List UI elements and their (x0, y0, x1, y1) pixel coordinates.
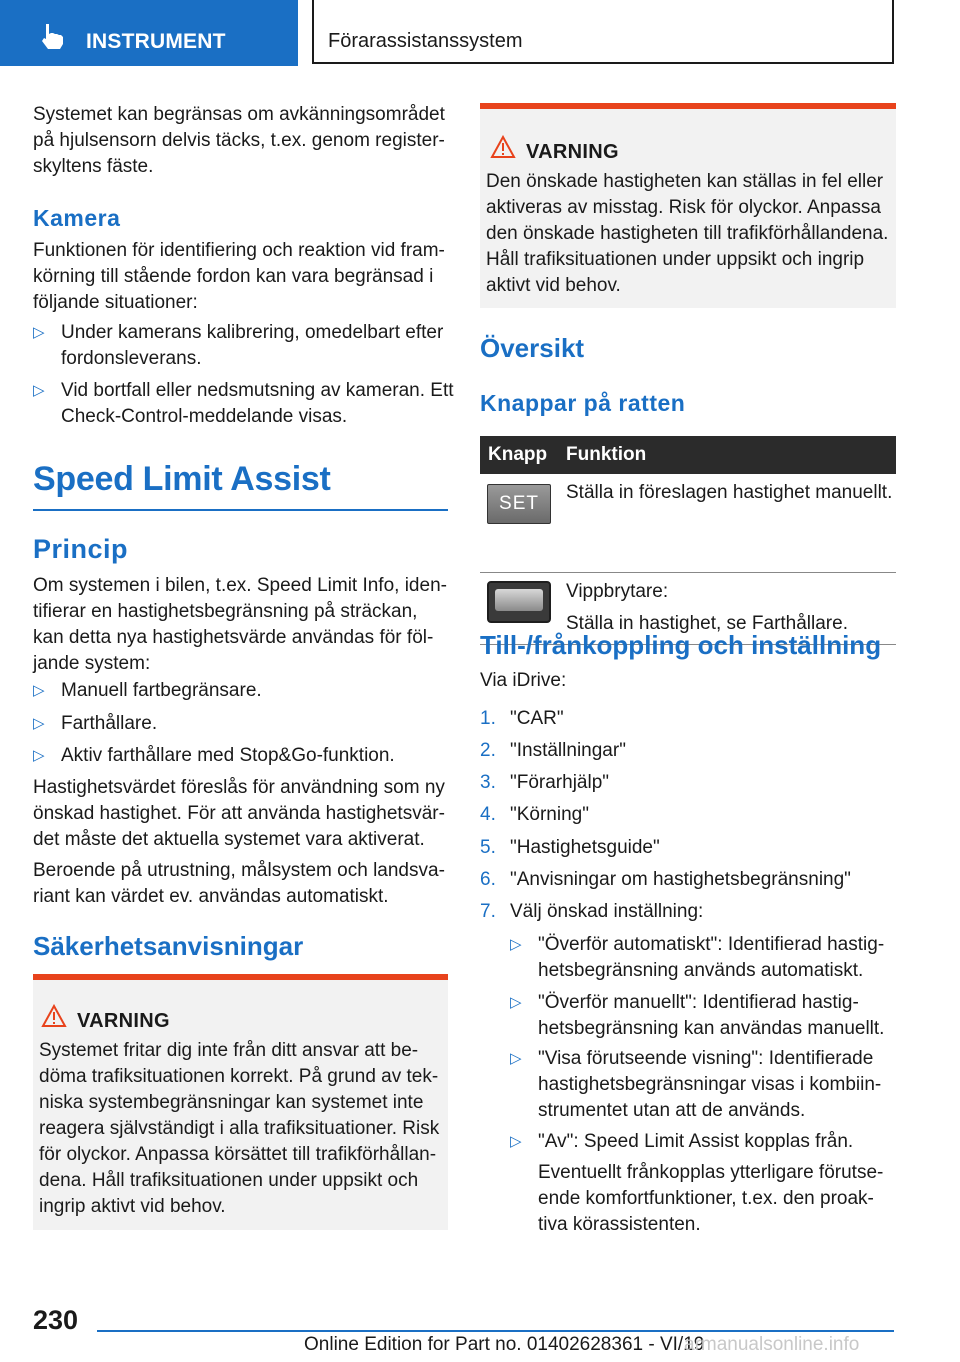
bullet-triangle-icon: ▷ (510, 994, 522, 1011)
rocker-label: Vippbrytare: (566, 581, 669, 602)
buttons-table (480, 436, 896, 645)
oversikt-heading: Översikt (480, 333, 585, 363)
footer-rule (97, 1330, 894, 1332)
list-item: 6. "Anvisningar om hastighetsbegränsning" (480, 869, 851, 890)
warning-text: Den önskade hastigheten kan ställas in fel eller aktiveras av misstag. Risk för olyckor. Anpassa den önskade hastigheten till trafikförhållandena. Håll trafiksituationen under uppsikt och ingrip aktivt vid behov. (486, 171, 889, 296)
kamera-paragraph: Funktionen för identifiering och reaktion vid framkörning till stående fordon kan vara begränsad i följande situationer: (33, 240, 445, 313)
list-item: ▷ "Överför automatiskt": Identifierad hastighetsbegränsning används automatiskt. (510, 934, 885, 981)
list-item: ▷ "Överför manuellt": Identifierad hastighetsbegränsning kan användas manuellt. (510, 992, 885, 1039)
watermark: armanualsonline.info (684, 1334, 860, 1355)
bullet-triangle-icon: ▷ (33, 682, 45, 699)
list-item: 2. "Inställningar" (480, 740, 626, 761)
table-cell: Ställa in föreslagen hastighet manuellt. (566, 474, 896, 573)
intro-paragraph: Systemet kan begränsas om avkänningsområdet på hjulsensorn delvis täcks, t.ex. genom registerskyltens fäste. (33, 104, 445, 177)
list-item: ▷ "Av": Speed Limit Assist kopplas från. (510, 1129, 924, 1155)
list-item: ▷ Under kamerans kalibrering, omedelbart efter fordonsleverans. (33, 322, 444, 369)
section-tab[interactable] (0, 0, 298, 66)
warning-title: VARNING (77, 1010, 170, 1032)
footer-edition: Online Edition for Part no. 01402628361 - VI/19 (304, 1334, 705, 1355)
list-item: ▷ "Visa förutseende visning": Identifierade hastighetsbegränsningar visas i kombiinstrumentet utan att de används. (510, 1048, 882, 1121)
list-item: 5. "Hastighetsguide" (480, 837, 660, 858)
bullet-triangle-icon: ▷ (510, 1133, 522, 1150)
warning-box (33, 974, 448, 1230)
list-item: ▷ Aktiv farthållare med Stop&Go-funktion. (33, 743, 476, 769)
warning-triangle-icon (490, 135, 516, 159)
heading-underline (33, 509, 448, 511)
section-tab-label: INSTRUMENT (86, 30, 226, 53)
rocker-switch-icon (487, 581, 551, 623)
bullet-triangle-icon: ▷ (510, 936, 522, 953)
chapter-title: Förarassistanssystem (328, 30, 523, 52)
table-header-row (480, 436, 896, 474)
table-header-knapp: Knapp (480, 436, 566, 474)
bullet-triangle-icon: ▷ (33, 324, 45, 341)
hand-pointer-icon (38, 22, 66, 50)
sub-paragraph: Eventuellt frånkopplas ytterligare förutseende komfortfunktioner, t.ex. den proaktiva körassistenten. (538, 1162, 884, 1235)
list-item: 3. "Förarhjälp" (480, 772, 610, 793)
table-cell (480, 474, 566, 573)
rocker-text: Ställa in hastighet, se Farthållare. (566, 613, 848, 634)
list-item: ▷ Vid bortfall eller nedsmutsning av kameran. Ett Check-Control-meddelande visas. (33, 380, 454, 427)
via-text: Via iDrive: (480, 670, 567, 691)
till-heading: Till-/frånkoppling och inställning (480, 630, 882, 660)
warning-triangle-icon (41, 1004, 67, 1028)
bullet-triangle-icon: ▷ (33, 715, 45, 732)
list-item: ▷ Farthållare. (33, 711, 476, 737)
warning-box (480, 103, 896, 308)
kamera-heading: Kamera (33, 205, 121, 231)
main-heading: Speed Limit Assist (33, 460, 331, 498)
list-item: 1. "CAR" (480, 708, 564, 729)
princip-paragraph: Om systemen i bilen, t.ex. Speed Limit Info, identifierar en hastighetsbegränsning på sträckan, kan detta nya hastighetsvärde användas för följande system: (33, 575, 447, 674)
bullet-triangle-icon: ▷ (33, 747, 45, 764)
list-item: 4. "Körning" (480, 804, 589, 825)
paragraph: Beroende på utrustning, målsystem och landsvariant kan värdet ev. användas automatiskt. (33, 860, 445, 907)
list-item: ▷ Manuell fartbegränsare. (33, 678, 476, 704)
paragraph: Hastighetsvärdet föreslås för användning som ny önskad hastighet. För att använda hastighetsvärdet måste det aktuella systemet vara aktiverat. (33, 777, 445, 850)
warning-text: Systemet fritar dig inte från ditt ansvar att bedöma trafiksituationen korrekt. På grund av tekniska systembegränsningar kan systemet inte reagera självständigt i alla trafiksituationer. Risk för olyckor. Anpassa körsättet till trafikförhållandena. Håll trafiksituationen under uppsikt och ingrip aktivt vid behov. (39, 1040, 440, 1217)
set-button-icon: SET (487, 484, 551, 524)
safety-heading: Säkerhetsanvisningar (33, 931, 304, 961)
bullet-triangle-icon: ▷ (33, 382, 45, 399)
princip-heading: Princip (33, 534, 129, 564)
warning-title: VARNING (526, 141, 619, 163)
table-header-funktion: Funktion (566, 436, 896, 474)
knappar-heading: Knappar på ratten (480, 390, 686, 416)
table-row (480, 474, 896, 573)
list-item: 7. Välj önskad inställning: (480, 901, 704, 922)
bullet-triangle-icon: ▷ (510, 1050, 522, 1067)
chapter-header (312, 0, 894, 64)
page-number: 230 (33, 1305, 79, 1335)
